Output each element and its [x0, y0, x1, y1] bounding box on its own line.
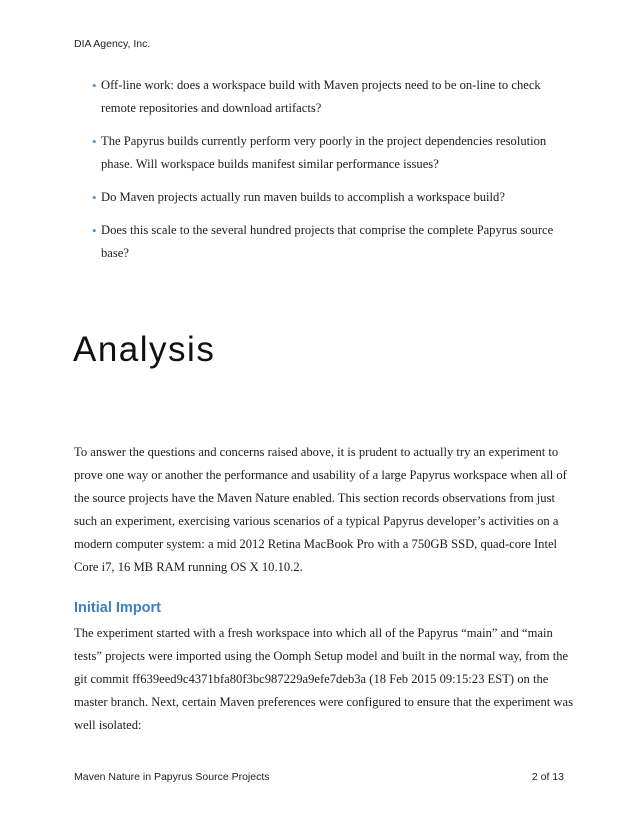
subsection-heading: Initial Import — [74, 600, 161, 616]
bullet-icon: • — [92, 190, 97, 205]
list-item — [92, 74, 572, 120]
list-item-text: The Papyrus builds currently perform very poorly in the project dependencies resolution phase. Will workspace builds manifest similar performance issues? — [101, 134, 547, 171]
analysis-paragraph: To answer the questions and concerns raised above, it is prudent to actually try an experiment to prove one way or another the performance and usability of a large Papyrus workspace when all of the source projects have the Maven Nature enabled. This section records observations from just such an experiment, exercising various scenarios of a typical Papyrus developer’s activities on a modern computer system: a mid 2012 Retina MacBook Pro with a 750GB SSD, quad-core Intel Core i7, 16 MB RAM running OS X 10.10.2. — [74, 445, 567, 575]
list-item — [92, 130, 572, 176]
page-number: 2 of 13 — [531, 771, 564, 783]
section-heading: Analysis — [73, 330, 216, 369]
bullet-icon: • — [92, 134, 97, 149]
list-item — [92, 219, 572, 265]
list-item-text: Off-line work: does a workspace build with Maven projects need to be on-line to check remote repositories and download artifacts? — [101, 78, 541, 115]
header-company: DIA Agency, Inc. — [74, 38, 151, 50]
page-header — [74, 38, 150, 50]
bullet-icon: • — [92, 78, 97, 93]
bullet-icon: • — [92, 223, 97, 238]
initial-import-paragraph: The experiment started with a fresh workspace into which all of the Papyrus “main” and “main tests” projects were imported using the Oomph Setup model and built in the normal way, from the git commit ff639eed9c4371bfa80f3bc987229a9efe7deb3a (18 Feb 2015 09:15:23 EST) on the master branch. Next, certain Maven preferences were configured to ensure that the experiment was well isolated: — [74, 626, 573, 733]
list-item-text: Does this scale to the several hundred projects that comprise the complete Papyrus source base? — [101, 223, 554, 260]
list-item — [92, 186, 572, 209]
question-list — [92, 74, 572, 275]
footer-document-title: Maven Nature in Papyrus Source Projects — [74, 771, 270, 783]
list-item-text: Do Maven projects actually run maven builds to accomplish a workspace build? — [101, 190, 505, 204]
